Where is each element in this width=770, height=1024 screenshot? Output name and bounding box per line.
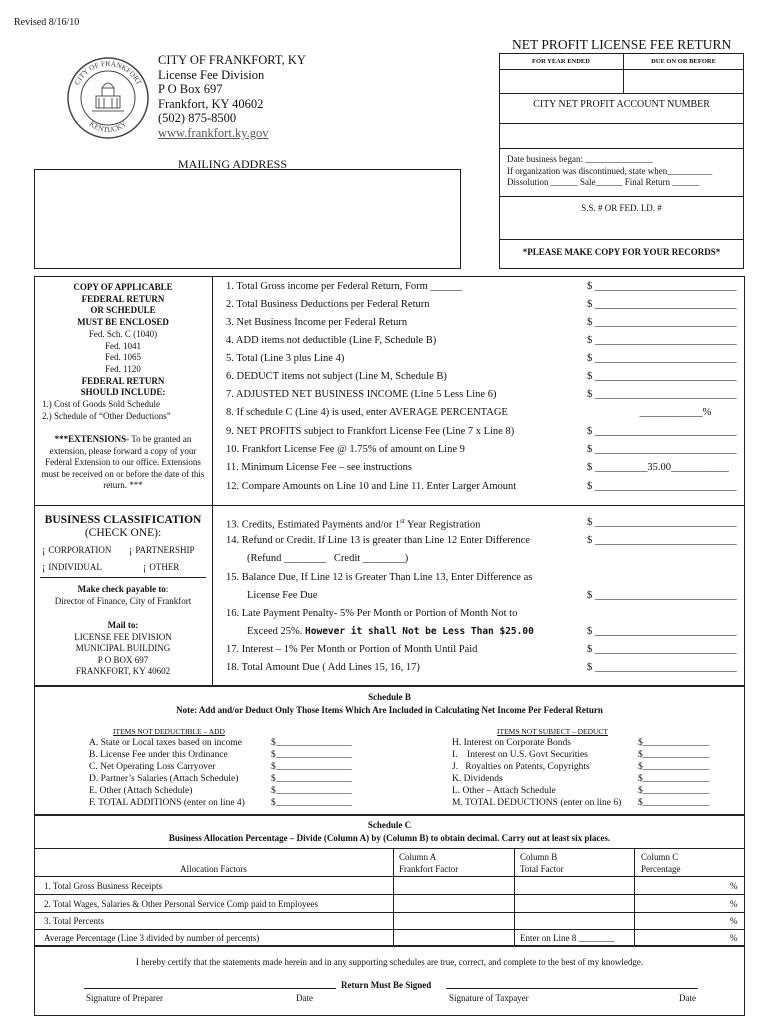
line-4-text: 4. ADD items not deductible (Line F, Schedule B)	[226, 335, 437, 346]
city-division: License Fee Division	[158, 67, 265, 82]
schedule-b-item-k-amount[interactable]: $______________	[638, 774, 710, 784]
line-3-text: 3. Net Business Income per Federal Return	[226, 317, 408, 328]
signature-preparer-label: Signature of Preparer	[86, 993, 163, 1003]
line-16-amount[interactable]: $ ___________________________	[587, 626, 737, 637]
due-date-field[interactable]	[624, 70, 743, 92]
line-10-amount[interactable]: $ ___________________________	[587, 444, 737, 455]
schedule-b-title: Schedule B	[368, 692, 411, 702]
account-number-field[interactable]	[500, 124, 743, 147]
line-14-amount[interactable]: $ ___________________________	[587, 535, 737, 546]
schedule-b-left-header: ITEMS NOT DEDUCTIBLE – ADD	[113, 727, 225, 736]
line-6-amount[interactable]: $ ___________________________	[587, 371, 737, 382]
row-3-percent: %	[730, 916, 738, 926]
column-a-subtitle: Frankfort Factor	[399, 863, 459, 874]
line-5-amount[interactable]: $ ___________________________	[587, 353, 737, 364]
column-b-subtitle: Total Factor	[520, 863, 564, 874]
city-po-box: P O Box 697	[158, 82, 223, 97]
copy-line-4: MUST BE ENCLOSED	[77, 317, 169, 328]
check-one-label: (CHECK ONE):	[84, 527, 162, 539]
line-18-amount[interactable]: $ ___________________________	[587, 662, 737, 673]
fed-line-4: Fed. 1120	[105, 363, 141, 374]
schedule-b-item-i: I. Interest on U.S. Govt Securities	[452, 750, 588, 760]
preparer-date-label: Date	[296, 993, 313, 1003]
discontinued-label: If organization was discontinued, state when__________	[507, 165, 713, 176]
individual-label: INDIVIDUAL	[48, 562, 102, 572]
copy-line-1: COPY OF APPLICABLE	[73, 282, 173, 292]
copy-line-2: FEDERAL RETURN	[81, 293, 165, 304]
allocation-factors-header: Allocation Factors	[180, 864, 247, 874]
line-18-text: 18. Total Amount Due ( Add Lines 15, 16, 17)	[226, 662, 420, 673]
schedule-b-item-a: A. State or Local taxes based on income	[89, 738, 243, 748]
line-3-amount[interactable]: $ ___________________________	[587, 317, 737, 328]
partnership-label: PARTNERSHIP	[135, 545, 195, 555]
include-item-2: 2.) Schedule of “Other Deductions”	[42, 410, 171, 421]
line-11-amount[interactable]: $ __________35.00___________	[587, 462, 729, 473]
for-year-ended-label: FOR YEAR ENDED	[532, 58, 590, 65]
line-8-text: 8. If schedule C (Line 4) is used, enter AVERAGE PERCENTAGE	[226, 407, 508, 418]
city-address-block	[158, 53, 306, 141]
penalty-minimum: However it shall Not be Less Than $25.00	[305, 626, 534, 637]
schedule-b-item-b: B. License Fee under this Ordinance	[89, 750, 228, 760]
city-name: CITY OF FRANKFORT, KY	[158, 53, 306, 67]
schedule-b-item-c: C. Net Operating Loss Carryover	[89, 762, 216, 772]
line-10-text: 10. Frankfort License Fee @ 1.75% of amount on Line 9	[226, 444, 465, 455]
schedule-b-item-d-amount[interactable]: $________________	[271, 774, 352, 784]
federal-return-line-1: FEDERAL RETURN	[81, 375, 165, 386]
include-item-1: 1.) Cost of Goods Sold Schedule	[42, 399, 160, 409]
line-12-amount[interactable]: $ ___________________________	[587, 481, 737, 492]
mail-line-4: FRANKFORT, KY 40602	[75, 666, 171, 676]
line-12-text: 12. Compare Amounts on Line 10 and Line 11. Enter Larger Amount	[226, 481, 517, 492]
certification-text: I hereby certify that the statements made herein and in any supporting schedules are true, correct, and complete to the best of my knowledge.	[135, 957, 644, 967]
row-2-column-b-field[interactable]	[515, 895, 634, 912]
taxpayer-signature-field[interactable]	[446, 970, 698, 988]
line-2-amount[interactable]: $ ___________________________	[587, 299, 737, 310]
row-1-column-b-field[interactable]	[515, 877, 634, 894]
include-items	[42, 399, 171, 422]
line-13-text: 13. Credits, Estimated Payments and/or 1st Year Registration	[226, 517, 481, 531]
radio-circle-icon: ¡	[129, 545, 133, 556]
schedule-b-item-m-amount[interactable]: $______________	[638, 798, 710, 808]
mailing-address-label: MAILING ADDRESS	[178, 157, 288, 171]
schedule-b-item-b-amount[interactable]: $________________	[271, 750, 352, 760]
schedule-b-item-d: D. Partner’s Salaries (Attach Schedule)	[89, 774, 239, 784]
line-6-text: 6. DEDUCT items not subject (Line M, Schedule B)	[226, 371, 447, 382]
enclosure-instructions	[36, 282, 210, 399]
payable-block	[36, 584, 210, 607]
column-c-header	[641, 852, 680, 875]
schedule-b-item-h-amount[interactable]: $______________	[638, 738, 710, 748]
line-7-amount[interactable]: $ ___________________________	[587, 389, 737, 400]
schedule-c-row-2: 2. Total Wages, Salaries & Other Personal Service Comp paid to Employees	[44, 899, 319, 909]
city-zip: Frankfort, KY 40602	[158, 96, 264, 111]
line-16-cont	[226, 626, 534, 637]
schedule-b-item-k: K. Dividends	[452, 774, 503, 784]
schedule-b-item-h: H. Interest on Corporate Bonds	[452, 738, 571, 748]
federal-return-line-2: SHOULD INCLUDE:	[80, 387, 166, 398]
row-4-percent: %	[730, 933, 738, 943]
taxpayer-date-label: Date	[679, 993, 696, 1003]
schedule-b-item-m: M. TOTAL DEDUCTIONS (enter on line 6)	[452, 798, 622, 808]
line-16-text: 16. Late Payment Penalty- 5% Per Month or Portion of Month Not to	[226, 608, 518, 619]
column-a-title: Column A	[399, 852, 437, 862]
row-1-column-a-field[interactable]	[394, 877, 514, 894]
column-b-title: Column B	[520, 852, 558, 862]
schedule-b-item-j-amount[interactable]: $______________	[638, 762, 710, 772]
column-b-header	[520, 852, 564, 875]
row-1-percent: %	[730, 881, 738, 891]
column-a-header	[399, 852, 458, 875]
fed-line-2: Fed. 1041	[105, 340, 141, 351]
radio-individual[interactable]	[42, 562, 102, 573]
copy-line-3: OR SCHEDULE	[90, 305, 156, 316]
due-on-or-before-label: DUE ON OR BEFORE	[651, 58, 716, 65]
mail-line-2: MUNICIPAL BUILDING	[75, 643, 171, 653]
line-15-text: 15. Balance Due, If Line 12 is Greater Than Line 13, Enter Difference as	[226, 572, 533, 583]
mail-line-1: LICENSE FEE DIVISION	[74, 631, 172, 642]
line-9-amount[interactable]: $ ___________________________	[587, 426, 737, 437]
column-c-subtitle: Percentage	[641, 863, 681, 874]
schedule-b-item-f-amount[interactable]: $________________	[271, 798, 352, 808]
city-seal-icon	[66, 56, 150, 140]
signature-taxpayer-label: Signature of Taxpayer	[449, 993, 529, 1003]
radio-circle-icon: ¡	[42, 545, 46, 556]
fed-line-1: Fed. Sch. C (1040)	[88, 328, 158, 339]
mail-to-label: Mail to:	[107, 620, 139, 630]
line-11-text: 11. Minimum License Fee – see instructions	[226, 462, 412, 473]
line-15-cont: License Fee Due	[226, 590, 318, 601]
line-16-exceed: Exceed 25%.	[226, 626, 303, 637]
city-phone: (502) 875-8500	[158, 111, 237, 126]
ssn-field[interactable]	[500, 213, 743, 238]
payable-colon: :	[165, 584, 169, 594]
schedule-c-subtitle: Business Allocation Percentage – Divide (Column A) by (Column B) to obtain decimal. Carry out at least six places.	[168, 833, 611, 843]
column-c-title: Column C	[641, 852, 679, 862]
schedule-b-note: Note: Add and/or Deduct Only Those Items Which Are Included in Calculating Net Income Per Federal Return	[176, 705, 603, 715]
radio-circle-icon: ¡	[143, 562, 147, 573]
radio-partnership[interactable]	[129, 545, 195, 556]
row-2-percent: %	[730, 899, 738, 909]
return-must-be-signed: Return Must Be Signed	[341, 980, 432, 990]
other-label: OTHER	[149, 562, 180, 572]
line-17-text: 17. Interest – 1% Per Month or Portion of Month Until Paid	[226, 644, 478, 655]
schedule-b-item-e: E. Other (Attach Schedule)	[89, 786, 193, 796]
mail-line-3: P O BOX 697	[97, 654, 149, 665]
seal-top-text: CITY OF FRANKFORT	[72, 58, 144, 87]
extensions-bold: ***EXTENSIONS	[54, 434, 127, 444]
schedule-c-row-3: 3. Total Percents	[44, 916, 104, 926]
city-website-link[interactable]: www.frankfort.ky.gov	[158, 125, 269, 140]
line-13-amount[interactable]: $ ___________________________	[587, 517, 737, 528]
line-7-text: 7. ADJUSTED NET BUSINESS INCOME (Line 5 Less Line 6)	[226, 389, 497, 400]
business-dates-block	[507, 154, 712, 189]
schedule-b-right-header: ITEMS NOT SUBJECT – DEDUCT	[497, 727, 608, 736]
copy-records-note: *PLEASE MAKE COPY FOR YOUR RECORDS*	[522, 247, 721, 257]
line-4-amount[interactable]: $ ___________________________	[587, 335, 737, 346]
radio-other[interactable]	[143, 562, 179, 573]
seal-bottom-text: KENTUCKY	[87, 119, 129, 135]
line-17-amount[interactable]: $ ___________________________	[587, 644, 737, 655]
line-1-text: 1. Total Gross income per Federal Return, Form ______	[226, 281, 462, 292]
corporation-label: CORPORATION	[48, 545, 112, 555]
row-2-column-a-field[interactable]	[394, 895, 514, 912]
svg-text:KENTUCKY	[88, 119, 129, 134]
schedule-c-title: Schedule C	[367, 820, 412, 830]
revised-date: Revised 8/16/10	[14, 17, 80, 28]
schedule-c-row-4: Average Percentage (Line 3 divided by number of percents)	[44, 933, 260, 943]
business-classification	[36, 514, 210, 540]
mailing-address-box[interactable]	[34, 169, 461, 269]
enter-on-line-8[interactable]: Enter on Line 8 ________	[520, 933, 615, 943]
line-8-percentage[interactable]: ____________%	[587, 407, 712, 418]
mail-to-block	[36, 620, 210, 678]
dissolution-label: Dissolution ______ Sale______ Final Return ______	[507, 177, 700, 187]
schedule-b-item-i-amount[interactable]: $______________	[638, 750, 710, 760]
schedule-b-item-j: J. Royalties on Patents, Copyrights	[452, 762, 590, 772]
schedule-b-item-a-amount[interactable]: $________________	[271, 738, 352, 748]
schedule-b-item-c-amount[interactable]: $________________	[271, 762, 352, 772]
schedule-b-item-e-amount[interactable]: $________________	[271, 786, 352, 796]
preparer-signature-field[interactable]	[84, 970, 336, 988]
fed-line-3: Fed. 1065	[105, 352, 141, 363]
business-classification-title: BUSINESS CLASSIFICATION	[44, 514, 202, 526]
radio-circle-icon: ¡	[42, 562, 46, 573]
form-title: NET PROFIT LICENSE FEE RETURN	[512, 37, 732, 52]
schedule-b-item-f: F. TOTAL ADDITIONS (enter on line 4)	[89, 798, 245, 808]
line-5-text: 5. Total (Line 3 plus Line 4)	[226, 353, 345, 364]
line-14-refund-credit[interactable]: (Refund ________ Credit ________)	[226, 553, 409, 564]
line-2-text: 2. Total Business Deductions per Federal Return	[226, 299, 430, 310]
line-14-text: 14. Refund or Credit. If Line 13 is greater than Line 12 Enter Difference	[226, 535, 530, 546]
line-9-text: 9. NET PROFITS subject to Frankfort License Fee (Line 7 x Line 8)	[226, 426, 515, 437]
schedule-b-item-l: L. Other – Attach Schedule	[452, 786, 556, 796]
account-number-label: CITY NET PROFIT ACCOUNT NUMBER	[533, 99, 710, 110]
schedule-b-item-l-amount[interactable]: $______________	[638, 786, 710, 796]
extensions-text: - To be granted an extension, please forward a copy of your Federal Extension to our office. Extensions must be received on or before the date of this return. ***	[41, 434, 205, 490]
extensions-note	[38, 434, 208, 492]
payable-label: Make check payable to	[77, 584, 166, 594]
payable-to: Director of Finance, City of Frankfort	[54, 595, 192, 606]
date-began-label: Date business began: _______________	[507, 154, 653, 164]
year-ended-field[interactable]	[499, 70, 623, 92]
radio-corporation[interactable]	[42, 545, 111, 556]
line-1-amount[interactable]: $ ___________________________	[587, 281, 737, 292]
schedule-c-row-1: 1. Total Gross Business Receipts	[44, 881, 162, 891]
ssn-label: S.S. # OR FED. I.D. #	[581, 203, 662, 213]
line-15-amount[interactable]: $ ___________________________	[587, 590, 737, 601]
